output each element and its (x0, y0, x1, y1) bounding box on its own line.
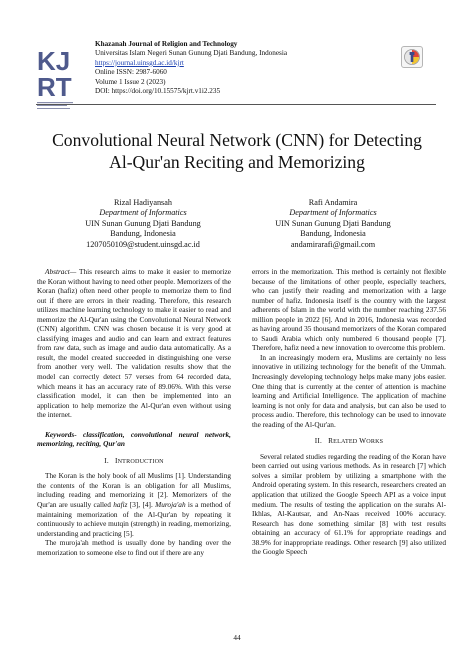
abstract-label: Abstract— (45, 267, 77, 276)
section-title-rest: ORKS (366, 439, 384, 446)
issn: Online ISSN: 2987-6060 (95, 68, 167, 77)
text-run: The Koran is the holy book of all Muslims [1]. Understanding the contents of the Koran is an obligation for all Muslims, including reading and memorizing it [2]. Memorizers of the Qur'an are usually called (37, 471, 231, 510)
author-name: Rizal Hadiyansah (114, 198, 172, 207)
paragraph: In an increasingly modern era, Muslims are certainly no less innovative in utilizing technology for the benefit of the Ummah. Increasingly developing technology helps make many jobs easier. One thing that is currently at the center of attention is machine learning and Artificial Intelligence. The application of machine learning is not only for data and analysis, but can also be used to process audio. Therefore, this technology can be used to innovate the reading of the Al-Qur'an. (252, 352, 446, 429)
title-line-1: Convolutional Neural Network (CNN) for Detecting (52, 130, 422, 150)
section-initial: R (328, 436, 334, 446)
title-line-2: Al-Qur'an Reciting and Memorizing (109, 152, 365, 172)
italic-term: hafiz (113, 500, 128, 510)
author-institution: UIN Sunan Gunung Djati Bandung (85, 218, 201, 228)
journal-name: Khazanah Journal of Religion and Technology (95, 40, 238, 48)
keywords: Keywords- classification, convolutional neural network, memorizing, reciting, Qur'an (37, 429, 231, 449)
abstract (37, 267, 231, 420)
paragraph: The muroja'ah method is usually done by handing over the memorization to someone else to find out if there are any (37, 538, 231, 557)
author-name: Rafi Andamira (308, 198, 358, 207)
author-city: Bandung, Indonesia (300, 229, 366, 239)
journal-logo (36, 40, 76, 112)
journal-url-link[interactable]: https://journal.uinsgd.ac.id/kjrt (95, 58, 184, 67)
section-title-rest: NTRODUCTION (117, 458, 164, 465)
author-email: 1207050109@student.uinsgd.ac.id (86, 239, 200, 249)
author-department: Department of Informatics (289, 208, 377, 218)
section-title-rest: ELATED (333, 439, 360, 446)
italic-term: Muroja'ah (155, 500, 186, 510)
text-run: [3], [4]. (127, 500, 156, 510)
author-city: Bandung, Indonesia (110, 229, 176, 239)
paragraph: errors in the memorization. This method is certainly not flexible because of the limitations of other people, especially teachers, who can justify their reading and memorization with a large number of hafiz. Indonesia itself is the country with the largest adherents of Islam in the world with the number reaching 237.56 million people in 2022 [6]. And in 2016, Indonesia was recorded as having around 35 thousand memorizers of the Koran compared to Saudi Arabia which only numbered 6 thousand people [7]. Therefore, hafiz need a new innovation to overcome this problem. (252, 267, 446, 353)
author-department: Department of Informatics (99, 208, 187, 218)
header-divider (36, 104, 436, 105)
volume-issue: Volume 1 Issue 2 (2023) (95, 77, 166, 86)
section-heading-introduction (37, 456, 231, 468)
right-column (252, 267, 446, 557)
section-number: I. (104, 455, 109, 465)
author-block-1 (53, 198, 233, 250)
page-number: 44 (233, 633, 241, 642)
section-initial: I (114, 455, 118, 465)
section-heading-related-works (252, 436, 446, 448)
author-institution: UIN Sunan Gunung Djati Bandung (275, 218, 391, 228)
svg-text:RT: RT (37, 72, 72, 102)
paragraph: Several related studies regarding the reading of the Koran have been carried out using various methods. As in research [7] which solves a similar problem by utilizing a smartphone with the Android operating system. In this research, researchers created an application that utilized the Google Speech API as a voice input medium. The results of testing the application on the surahs Al-Ikhlas, Al-Kautsar, and An-Naas received 100% accuracy. Research has done something similar [8] with test results obtaining an accuracy of 61.1% for appropriate readings and 38.9% for inappropriate readings. Other research [9] also utilized the Google Speech (252, 451, 446, 557)
left-column (37, 267, 231, 557)
doi: DOI: https://doi.org/10.15575/kjrt.v1i2.235 (95, 87, 221, 96)
university-name: Universitas Islam Negeri Sunan Gunung Djati Bandung, Indonesia (95, 49, 288, 58)
paper-title (36, 129, 438, 173)
paragraph (37, 471, 231, 538)
crossmark-icon[interactable] (401, 46, 423, 68)
section-number: II. (314, 436, 323, 446)
text-run: is a method of maintaining memorization of the Al-Qur'an by repeating it continuously to achieve mutqin (strength) in reading, memorizing, understanding and practicing [5]. (37, 500, 231, 538)
section-initial: W (359, 436, 367, 446)
journal-header (95, 40, 395, 96)
abstract-text: This research aims to make it easier to memorize the Koran without having to need other people. Memorizers of the Koran (hafiz) often need other people to memorize them to find out if there are errors in their reading. Therefore, this research utilizes machine learning technology to make it easier to read and memorize the Al-Qur'an using the Convolutional Neural Network (CNN) algorithm. CNN was chosen because it is very good at classifying images and audio and can learn and extract features from raw data, such as image and audio data automatically. As a result, the model created succeeded in distinguishing one verse from another very well. The validation results show that the model can correctly detect 57 verses from 64 recorded data, which means it has an accuracy rate of 89.06%. With this verse classification model, it can then be implemented into an application to help memorize the Al-Qur'an even without using the internet. (37, 267, 231, 420)
author-block-2 (243, 198, 423, 250)
logo-lettering: KJ (37, 46, 71, 76)
author-email: andamirarafi@gmail.com (290, 239, 376, 249)
